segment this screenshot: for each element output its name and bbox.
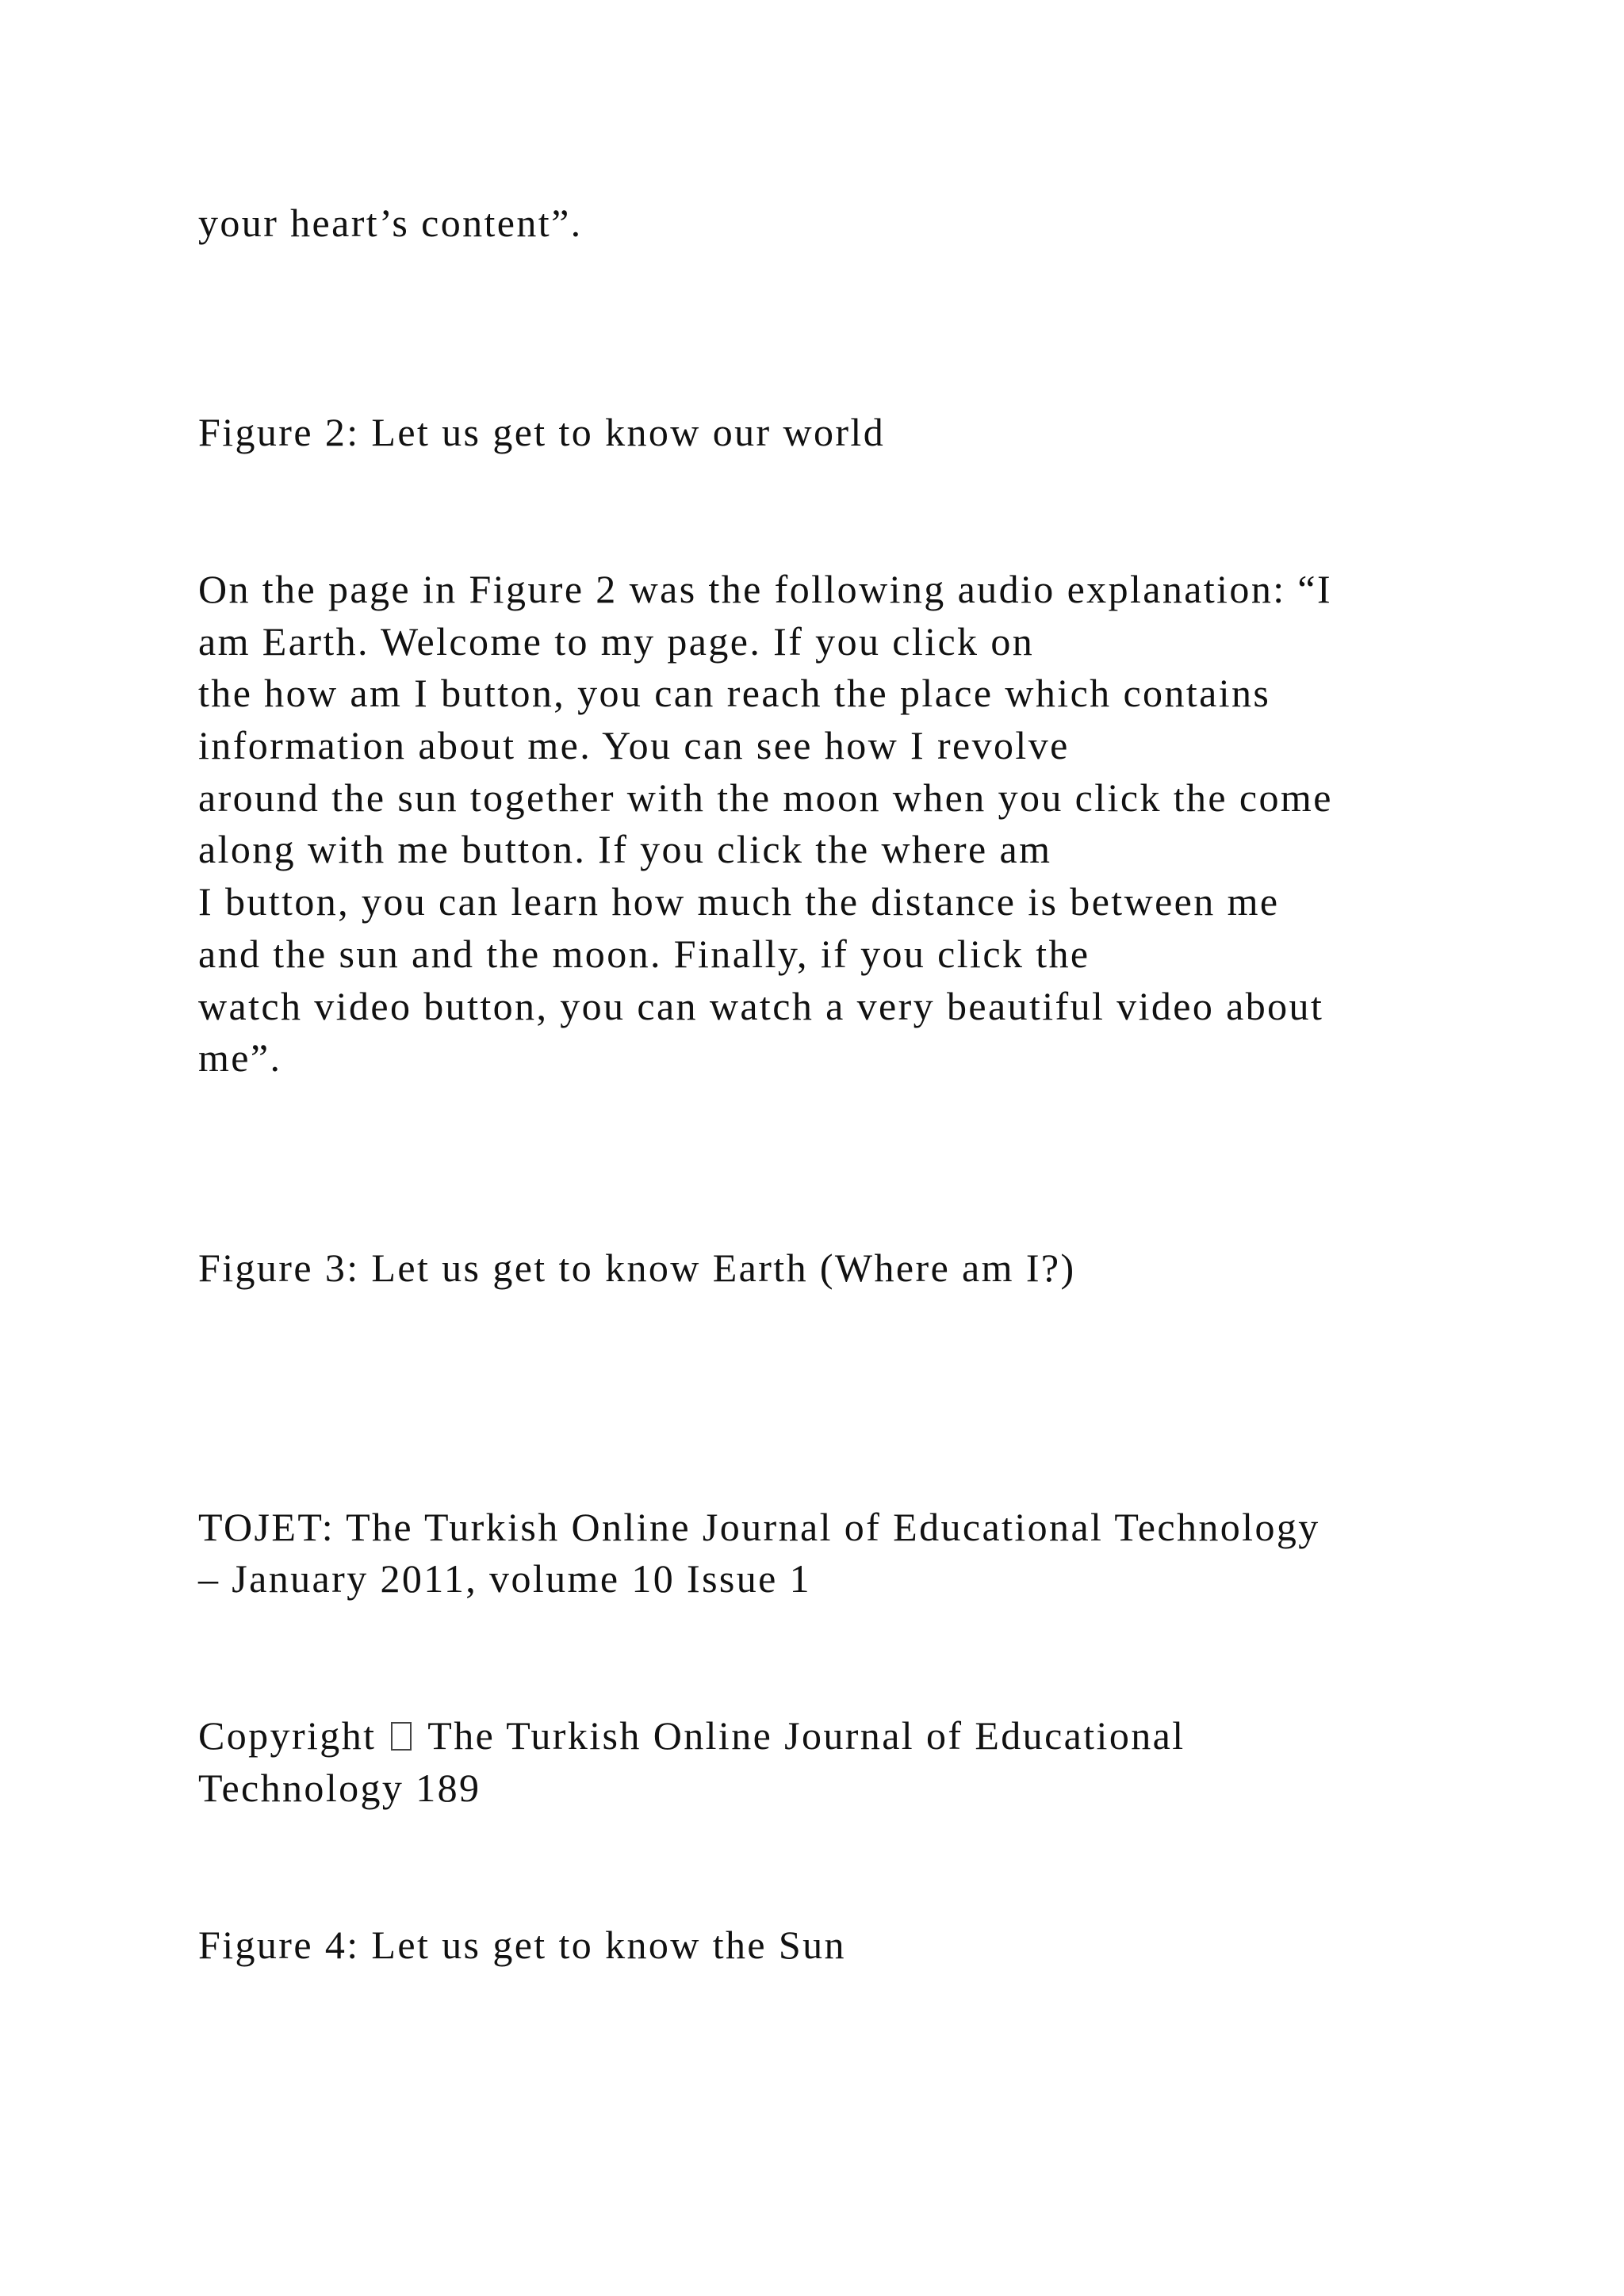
figure-2-caption: Figure 2: Let us get to know our world [198, 410, 886, 454]
journal-issue-line: – January 2011, volume 10 Issue 1 [198, 1556, 812, 1601]
copyright-line [198, 1709, 1185, 1762]
paragraph-line: around the sun together with the moon when you click the come [198, 775, 1333, 820]
paragraph-line: along with me button. If you click the where am [198, 827, 1052, 871]
journal-title-line: TOJET: The Turkish Online Journal of Educational Technology [198, 1505, 1320, 1549]
paragraph-line: On the page in Figure 2 was the following audio explanation: “I [198, 567, 1333, 611]
missing-glyph-icon [391, 1722, 412, 1751]
paragraph-line: am Earth. Welcome to my page. If you click on [198, 619, 1035, 664]
copyright-rest: The Turkish Online Journal of Educational [427, 1713, 1185, 1758]
paragraph-line: and the sun and the moon. Finally, if you click the [198, 932, 1090, 976]
paragraph-line: me”. [198, 1035, 282, 1080]
copyright-page-line: Technology 189 [198, 1766, 481, 1810]
paragraph-line: information about me. You can see how I revolve [198, 723, 1070, 767]
paragraph-line: watch video button, you can watch a very beautiful video about [198, 984, 1324, 1028]
copyright-word: Copyright [198, 1713, 377, 1758]
intro-tail-text: your heart’s content”. [198, 201, 583, 245]
figure-3-caption: Figure 3: Let us get to know Earth (Where am I?) [198, 1246, 1076, 1290]
figure-4-caption: Figure 4: Let us get to know the Sun [198, 1923, 846, 1967]
paragraph-line: the how am I button, you can reach the place which contains [198, 671, 1271, 715]
paragraph-line: I button, you can learn how much the distance is between me [198, 879, 1280, 924]
